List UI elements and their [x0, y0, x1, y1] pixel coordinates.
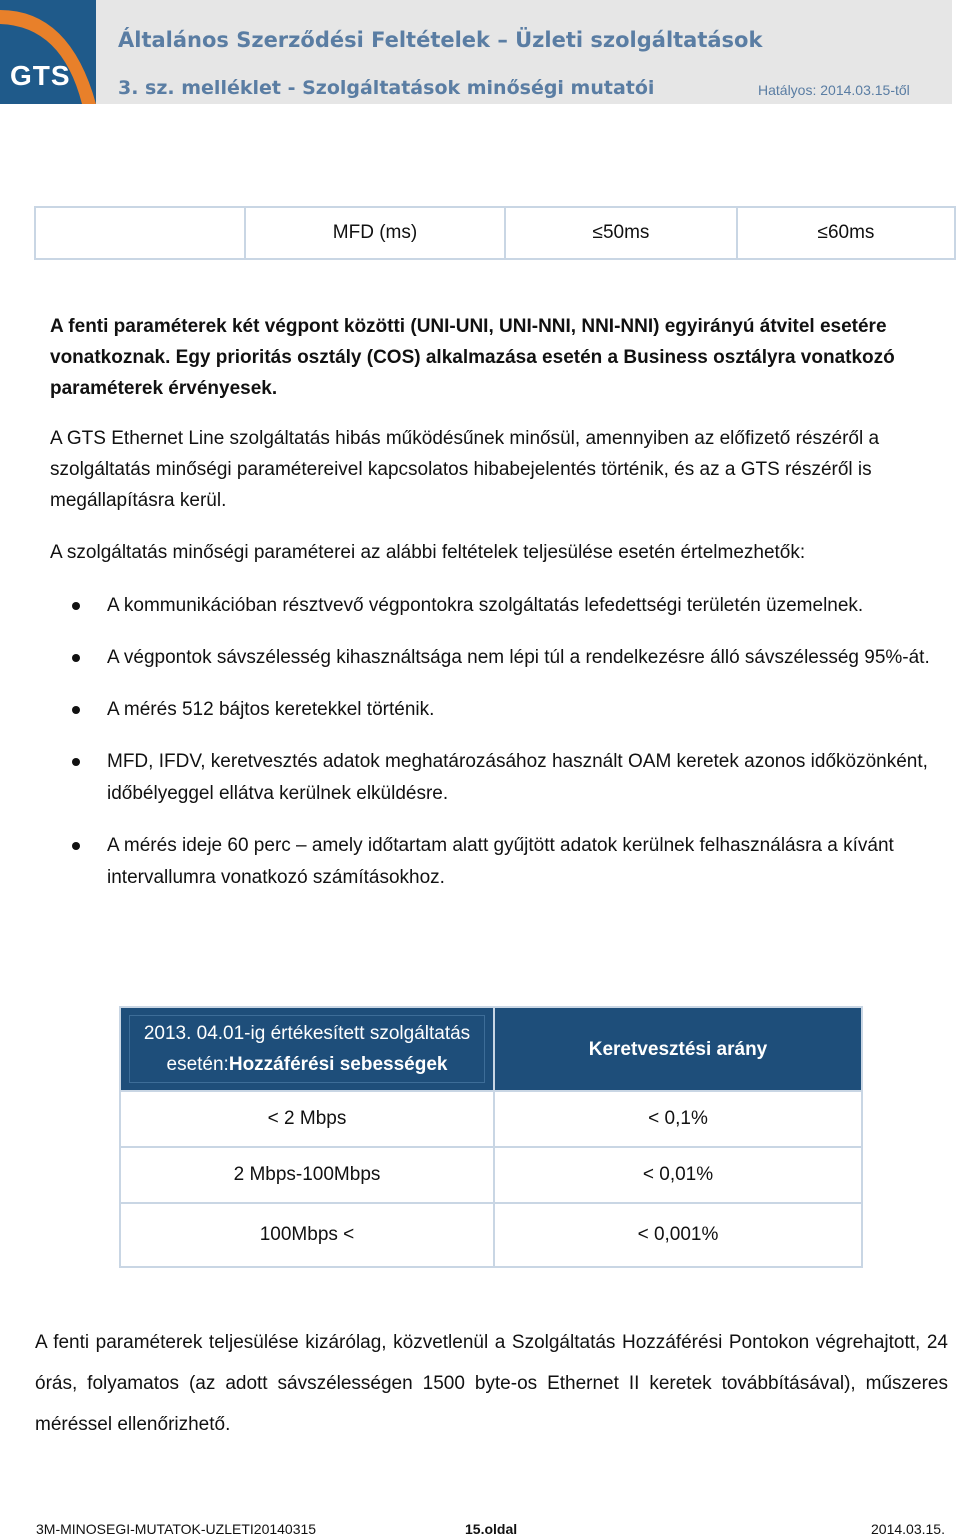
- table-cell: [35, 207, 245, 259]
- speed-cell: 2 Mbps-100Mbps: [120, 1147, 494, 1203]
- list-item: A mérés ideje 60 perc – amely időtartam alatt gyűjtött adatok kerülnek felhasználásra a kívánt intervallumra vonatkozó számításokhoz.: [70, 830, 940, 894]
- effective-date: Hatályos: 2014.03.15-től: [758, 82, 910, 98]
- table-row: [120, 1091, 862, 1147]
- table-cell: ≤50ms: [505, 207, 737, 259]
- page-header: [0, 0, 960, 104]
- paragraph-scope: A fenti paraméterek két végpont közötti (UNI-UNI, UNI-NNI, NNI-NNI) egyirányú átvitel esetére vonatkoznak. Egy prioritás osztály (COS) alkalmazása esetén a Business osztályra vonatkozó paraméterek érvényesek.: [50, 316, 895, 399]
- speed-cell: < 2 Mbps: [120, 1091, 494, 1147]
- document-subtitle: 3. sz. melléklet - Szolgáltatások minőségi mutatói: [118, 77, 655, 99]
- table-header-row: [120, 1007, 862, 1091]
- loss-cell: < 0,001%: [494, 1203, 862, 1267]
- header-prefix: 2013. 04.01-ig értékesített szolgáltatás esetén:: [143, 1023, 471, 1075]
- list-item: A végpontok sávszélesség kihasználtsága nem lépi túl a rendelkezésre álló sávszélesség 95%-át.: [70, 642, 940, 674]
- list-item: A mérés 512 bájtos keretekkel történik.: [70, 694, 940, 726]
- logo-text: GTS: [10, 60, 71, 91]
- table-cell: ≤60ms: [737, 207, 955, 259]
- list-item: A kommunikációban résztvevő végpontokra szolgáltatás lefedettségi területén üzemelnek.: [70, 590, 940, 622]
- speed-cell: 100Mbps <: [120, 1203, 494, 1267]
- frame-loss-table: [119, 1006, 863, 1268]
- gts-logo: [0, 0, 96, 104]
- mfd-table: [34, 206, 956, 260]
- paragraph-fault-definition: A GTS Ethernet Line szolgáltatás hibás működésűnek minősül, amennyiben az előfizető részéről a szolgáltatás minőségi paramétereivel kapcsolatos hibabejelentés történik, és az a GTS részéről is megállapításra kerül.: [50, 428, 880, 511]
- table-row: [120, 1147, 862, 1203]
- paragraph-measurement: A fenti paraméterek teljesülése kizárólag, közvetlenül a Szolgáltatás Hozzáférési Pontokon végrehajtott, 24 órás, folyamatos (az adott sávszélességen 1500 byte-os Ethernet II keretek továbbításával), műszeres méréssel ellenőrizhető.: [35, 1332, 948, 1435]
- table-row: [120, 1203, 862, 1267]
- document-title: Általános Szerződési Feltételek – Üzleti szolgáltatások: [118, 28, 763, 52]
- header-bold: Hozzáférési sebességek: [228, 1054, 448, 1075]
- conditions-list: [70, 590, 940, 914]
- header-frame-loss: [494, 1007, 862, 1091]
- footer-doc-code: 3M-MINOSEGI-MUTATOK-UZLETI20140315: [36, 1521, 317, 1537]
- header-access-speed: [120, 1007, 494, 1091]
- table-row: [35, 207, 955, 259]
- table-cell: MFD (ms): [245, 207, 505, 259]
- list-item: MFD, IFDV, keretvesztés adatok meghatározásához használt OAM keretek azonos időközönként, időbélyeggel ellátva kerülnek elküldésre.: [70, 746, 940, 810]
- footer-date: 2014.03.15.: [871, 1521, 945, 1537]
- footer-page-number: 15.oldal: [465, 1521, 518, 1537]
- paragraph-conditions: A szolgáltatás minőségi paraméterei az alábbi feltételek teljesülése esetén értelmezhetők:: [50, 542, 806, 563]
- loss-cell: < 0,01%: [494, 1147, 862, 1203]
- loss-cell: < 0,1%: [494, 1091, 862, 1147]
- header-frame-loss-label: Keretvesztési arány: [588, 1038, 768, 1060]
